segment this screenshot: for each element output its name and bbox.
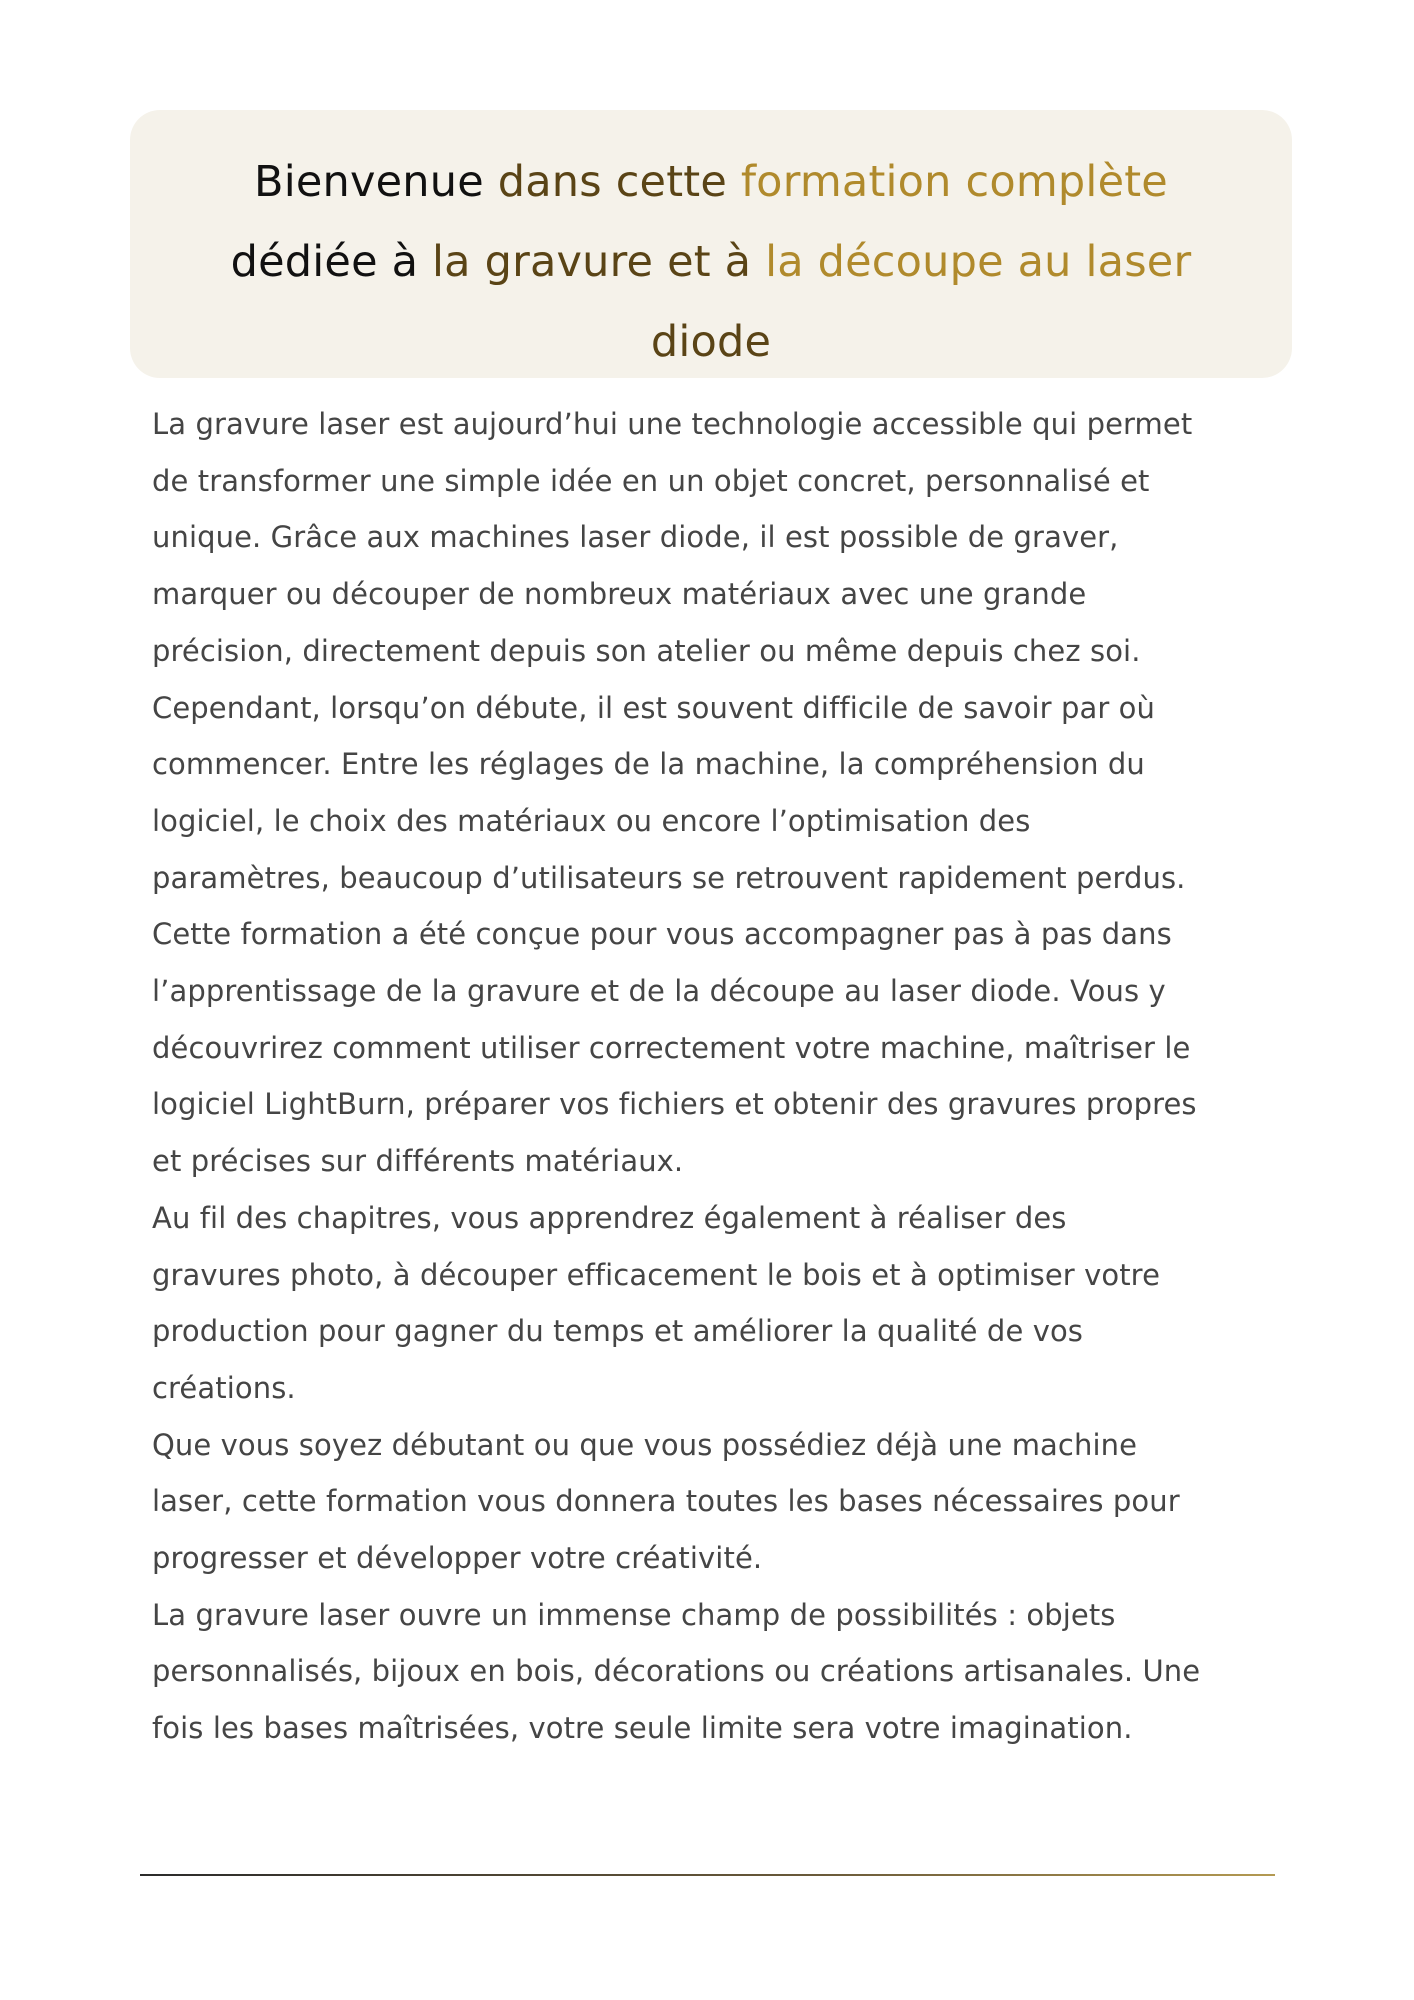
body-line: La gravure laser ouvre un immense champ de possibilités : objets <box>152 1597 1116 1632</box>
body-line: Que vous soyez débutant ou que vous possédiez déjà une machine <box>152 1427 1138 1462</box>
body-line: gravures photo, à découper efficacement le bois et à optimiser votre <box>152 1257 1161 1292</box>
body-line: fois les bases maîtrisées, votre seule limite sera votre imagination. <box>152 1711 1133 1746</box>
title-line-1-part-2: dans cette <box>497 157 741 207</box>
body-line: créations. <box>152 1370 296 1405</box>
title-line-1 <box>254 157 1168 207</box>
body-line: de transformer une simple idée en un objet concret, personnalisé et <box>152 463 1150 498</box>
body-text <box>152 396 1282 1757</box>
title-line-2 <box>231 237 1192 287</box>
body-line: unique. Grâce aux machines laser diode, il est possible de graver, <box>152 520 1119 555</box>
body-line: découvrirez comment utiliser correctement votre machine, maîtriser le <box>152 1030 1191 1065</box>
footer-divider <box>140 1874 1275 1876</box>
body-line: marquer ou découper de nombreux matériaux avec une grande <box>152 577 1087 612</box>
body-line: personnalisés, bijoux en bois, décorations ou créations artisanales. Une <box>152 1654 1201 1689</box>
title-line-2-part-2: la gravure et à <box>432 237 766 287</box>
title-line-1-part-1: Bienvenue <box>254 157 498 207</box>
body-line: Cependant, lorsqu’on débute, il est souvent difficile de savoir par où <box>152 690 1155 725</box>
body-line: La gravure laser est aujourd’hui une technologie accessible qui permet <box>152 407 1193 441</box>
title-line-2-part-3: la découpe au laser <box>765 237 1192 287</box>
body-line: précision, directement depuis son atelier ou même depuis chez soi. <box>152 633 1141 668</box>
body-line: logiciel, le choix des matériaux ou encore l’optimisation des <box>152 803 1031 838</box>
title-line-3: diode <box>650 317 772 367</box>
page-title <box>170 142 1252 382</box>
body-line: paramètres, beaucoup d’utilisateurs se retrouvent rapidement perdus. <box>152 860 1186 895</box>
title-line-1-part-3: formation complète <box>740 157 1168 207</box>
body-line: et précises sur différents matériaux. <box>152 1144 684 1179</box>
title-box <box>130 110 1292 378</box>
body-line: l’apprentissage de la gravure et de la découpe au laser diode. Vous y <box>152 974 1166 1009</box>
body-line: logiciel LightBurn, préparer vos fichiers et obtenir des gravures propres <box>152 1087 1197 1122</box>
body-line: Au fil des chapitres, vous apprendrez également à réaliser des <box>152 1200 1067 1235</box>
body-line: laser, cette formation vous donnera toutes les bases nécessaires pour <box>152 1484 1180 1519</box>
title-line-2-part-1: dédiée à <box>230 237 433 287</box>
body-line: commencer. Entre les réglages de la machine, la compréhension du <box>152 747 1145 782</box>
body-line: Cette formation a été conçue pour vous accompagner pas à pas dans <box>152 917 1172 952</box>
body-line: production pour gagner du temps et améliorer la qualité de vos <box>152 1314 1084 1349</box>
body-line: progresser et développer votre créativité. <box>152 1541 763 1576</box>
